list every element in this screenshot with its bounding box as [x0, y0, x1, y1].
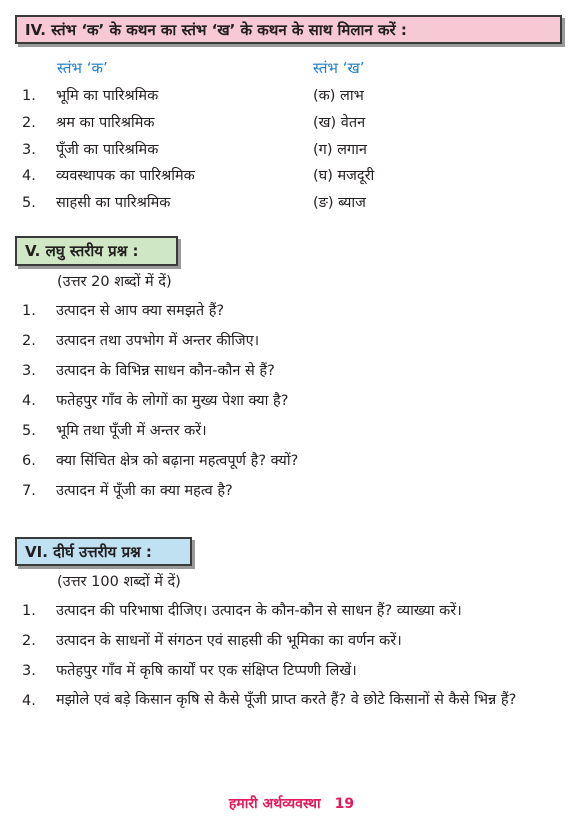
list-item — [0, 628, 583, 654]
item-text: क्या सिंचित क्षेत्र को बढ़ाना महत्वपूर्ण है? क्यों? — [56, 453, 299, 469]
list-item — [0, 598, 583, 624]
item-text: उत्पादन के साधनों में संगठन एवं साहसी की भूमिका का वर्णन करें। — [56, 633, 402, 649]
item-number: 6. — [22, 453, 36, 469]
row-number: 4. — [22, 168, 36, 184]
list-item — [0, 658, 583, 684]
section-iv-heading — [15, 15, 562, 44]
row-number: 2. — [22, 115, 36, 131]
list-item — [0, 388, 583, 414]
column-b-item: (ग) लगान — [313, 142, 367, 158]
column-a-title: स्तंभ ‘क’ — [57, 59, 108, 77]
list-item — [0, 298, 583, 324]
list-item — [0, 328, 583, 354]
row-number: 5. — [22, 195, 36, 211]
item-text: उत्पादन की परिभाषा दीजिए। उत्पादन के कौन-कौन से साधन हैं? व्याख्या करें। — [56, 603, 462, 619]
section-v-heading — [15, 236, 178, 266]
item-number: 2. — [22, 333, 36, 349]
page-number: 19 — [334, 796, 355, 812]
item-text: उत्पादन तथा उपभोग में अन्तर कीजिए। — [56, 333, 260, 349]
column-b-item: (क) लाभ — [313, 88, 364, 104]
section-v-note: (उत्तर 20 शब्दों में दें) — [57, 274, 172, 290]
item-number: 2. — [22, 633, 36, 649]
list-item — [0, 448, 583, 474]
column-b-item: (ङ) ब्याज — [313, 195, 366, 211]
item-text: फतेहपुर गाँव में कृषि कार्यों पर एक संक्षिप्त टिप्पणी लिखें। — [56, 663, 357, 679]
section-vi-heading — [15, 537, 192, 566]
item-number: 4. — [22, 693, 36, 709]
column-b-item: (ख) वेतन — [313, 115, 366, 131]
match-row — [0, 163, 583, 189]
match-row — [0, 137, 583, 163]
item-number: 4. — [22, 393, 36, 409]
item-text: फतेहपुर गाँव के लोगों का मुख्य पेशा क्या है? — [56, 393, 289, 409]
list-item — [0, 418, 583, 444]
item-text: मझोले एवं बड़े किसान कृषि से कैसे पूँजी प्राप्त करते हैं? वे छोटे किसानों से कैसे भिन्न हैं? — [56, 692, 517, 708]
section-v-heading-text: V. लघु स्तरीय प्रश्न : — [25, 242, 139, 260]
row-number: 1. — [22, 88, 36, 104]
item-text: उत्पादन के विभिन्न साधन कौन-कौन से हैं? — [56, 363, 275, 379]
page-footer — [0, 794, 583, 813]
column-b-item: (घ) मजदूरी — [313, 168, 375, 184]
list-item — [0, 478, 583, 504]
footer-book-title: हमारी अर्थव्यवस्था — [228, 796, 321, 812]
item-number: 3. — [22, 663, 36, 679]
item-number: 5. — [22, 423, 36, 439]
item-number: 1. — [22, 603, 36, 619]
column-a-item: व्यवस्थापक का पारिश्रमिक — [56, 168, 195, 184]
match-row — [0, 83, 583, 109]
item-text: उत्पादन से आप क्या समझते हैं? — [56, 303, 225, 319]
item-number: 7. — [22, 483, 36, 499]
column-b-title: स्तंभ ‘ख’ — [313, 59, 365, 77]
list-item — [0, 688, 583, 740]
column-a-item: पूँजी का पारिश्रमिक — [56, 142, 159, 158]
row-number: 3. — [22, 142, 36, 158]
column-a-item: साहसी का पारिश्रमिक — [56, 195, 171, 211]
item-text: भूमि तथा पूँजी में अन्तर करें। — [56, 423, 207, 439]
match-row — [0, 190, 583, 216]
match-row — [0, 110, 583, 136]
section-iv-heading-text: IV. स्तंभ ‘क’ के कथन का स्तंभ ‘ख’ के कथन के साथ मिलान करें : — [25, 20, 407, 39]
list-item — [0, 358, 583, 384]
item-number: 1. — [22, 303, 36, 319]
item-number: 3. — [22, 363, 36, 379]
section-vi-note: (उत्तर 100 शब्दों में दें) — [57, 574, 181, 590]
column-a-item: भूमि का पारिश्रमिक — [56, 88, 159, 104]
section-vi-heading-text: VI. दीर्घ उत्तरीय प्रश्न : — [25, 542, 152, 561]
column-a-item: श्रम का पारिश्रमिक — [56, 115, 155, 131]
item-text: उत्पादन में पूँजी का क्या महत्व है? — [56, 483, 233, 499]
